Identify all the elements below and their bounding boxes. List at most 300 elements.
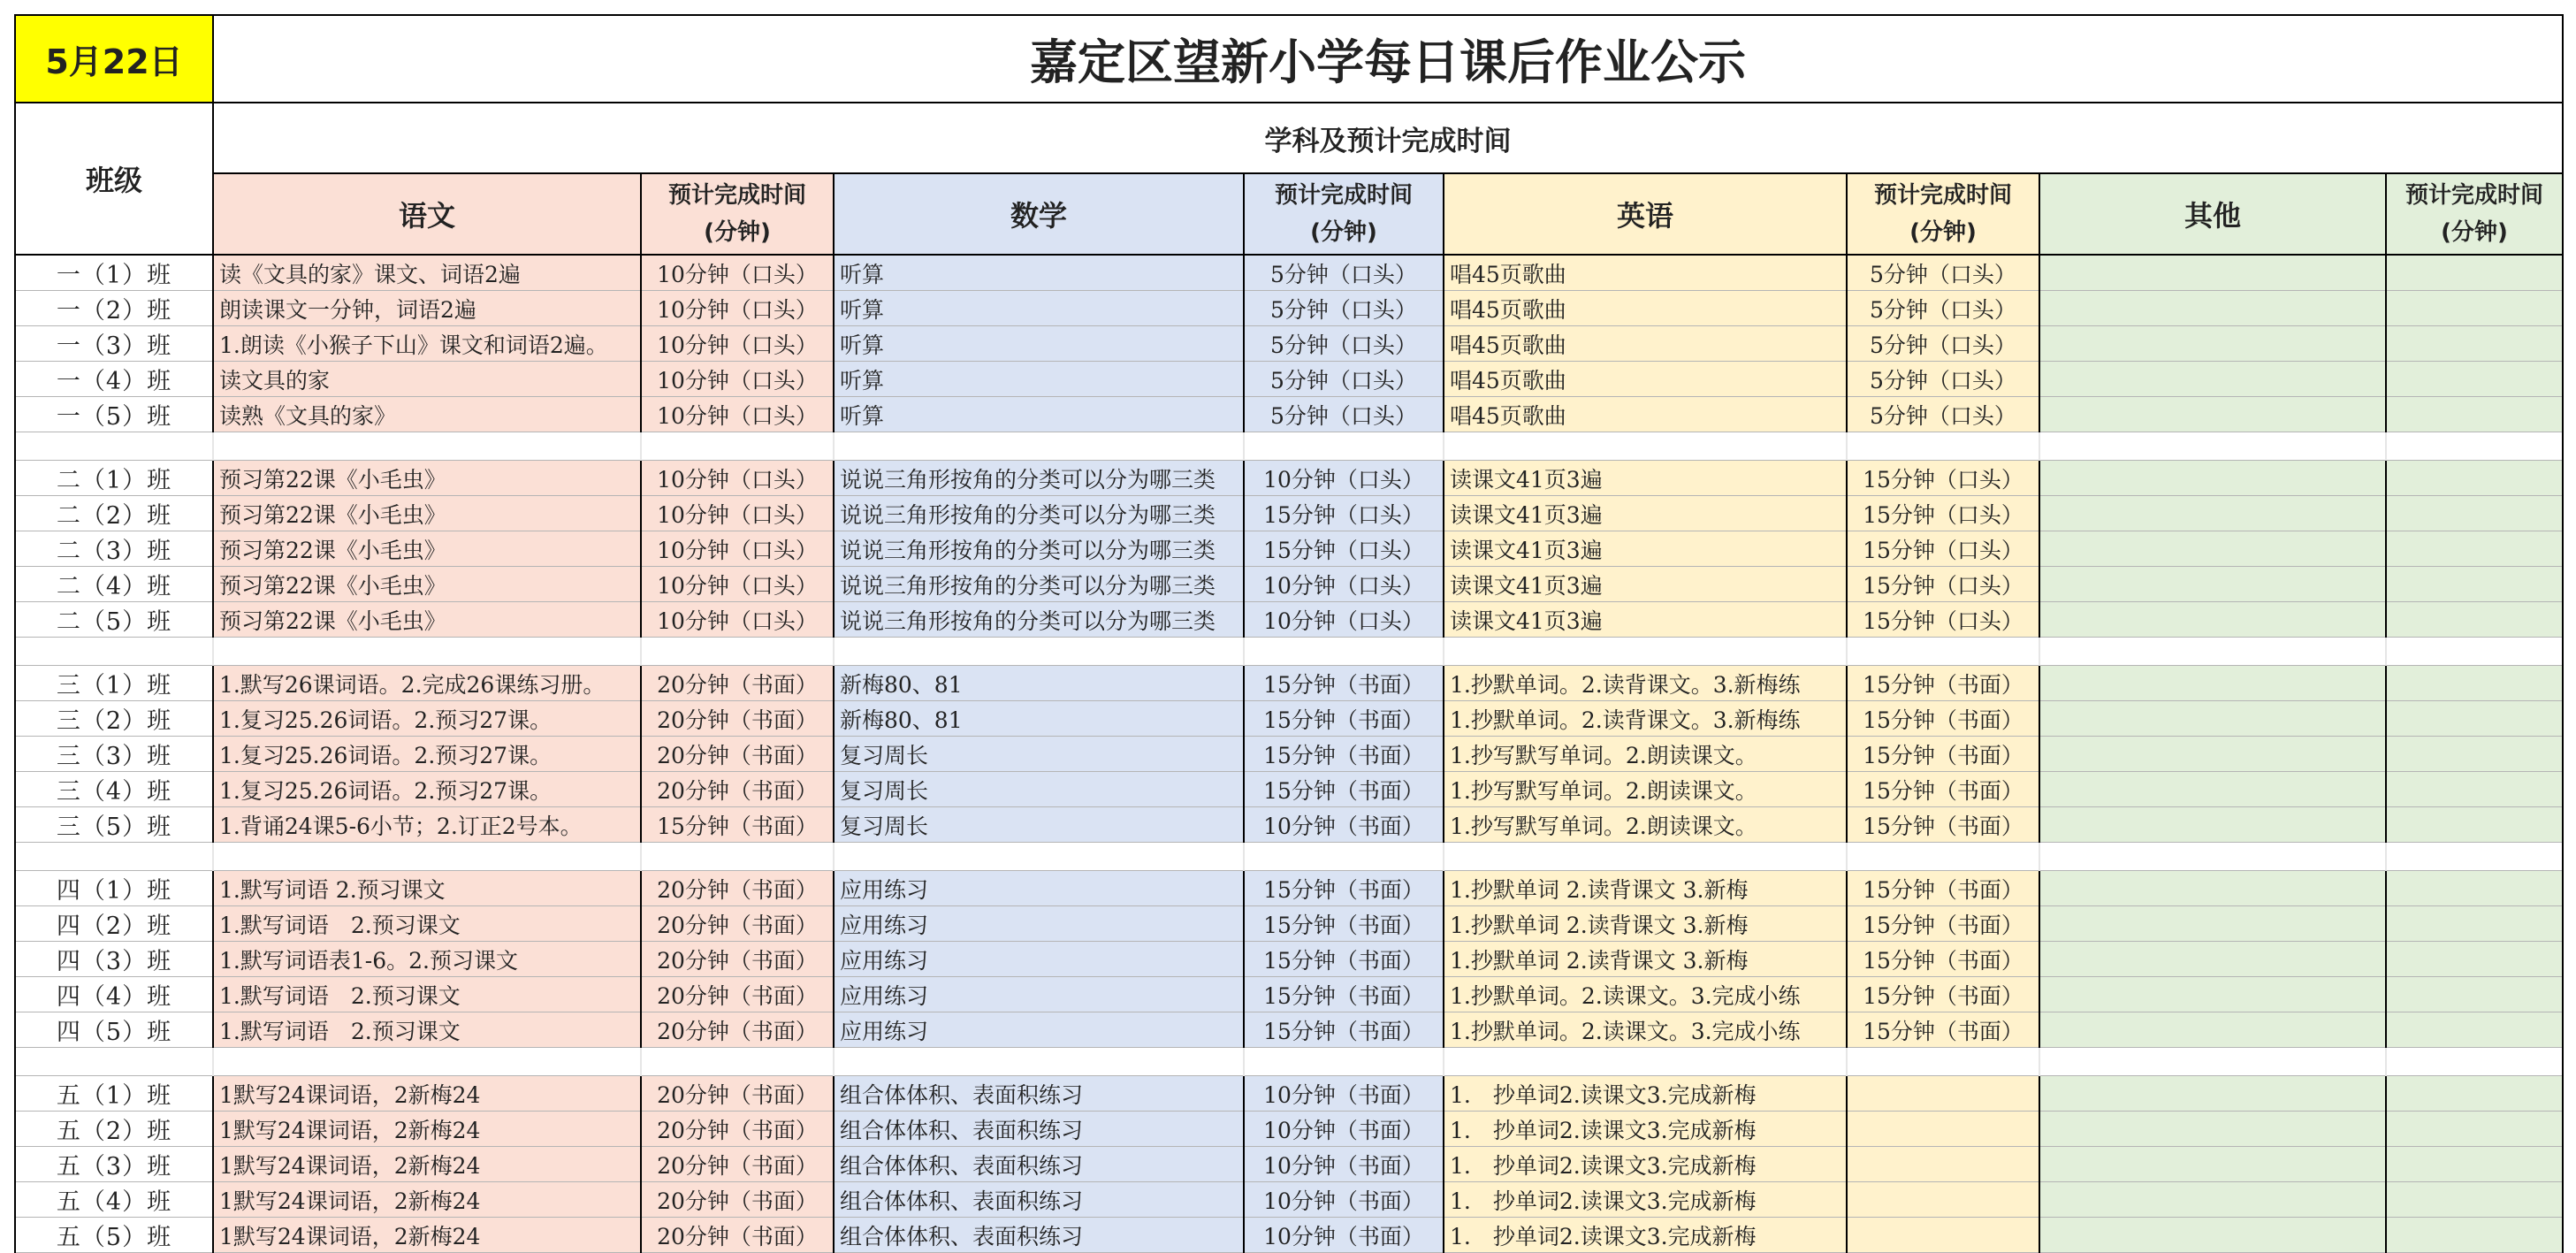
math-cell: 组合体体积、表面积练习 [834, 1076, 1244, 1112]
math-time-cell: 15分钟（书面） [1244, 1012, 1444, 1048]
math-cell: 复习周长 [834, 772, 1244, 807]
math-header: 数学 [834, 173, 1244, 255]
chinese-time-cell: 10分钟（口头） [641, 531, 834, 567]
other-time-cell [2386, 326, 2563, 362]
math-time-cell: 15分钟（书面） [1244, 906, 1444, 942]
english-cell: 读课文41页3遍 [1444, 461, 1847, 496]
grade-spacer-row [15, 843, 2563, 871]
class-cell: 五（2）班 [15, 1112, 213, 1147]
other-cell [2039, 567, 2386, 602]
chinese-time-cell: 10分钟（口头） [641, 496, 834, 531]
table-row [15, 772, 2563, 807]
math-cell: 应用练习 [834, 906, 1244, 942]
chinese-cell: 1默写24课词语，2新梅24 [213, 1182, 641, 1218]
class-cell: 一（2）班 [15, 291, 213, 326]
spacer-cell [1847, 843, 2039, 871]
other-cell [2039, 1218, 2386, 1253]
english-time-cell: 15分钟（书面） [1847, 737, 2039, 772]
table-row [15, 531, 2563, 567]
math-cell: 复习周长 [834, 737, 1244, 772]
english-cell: 1. 抄单词2.读课文3.完成新梅 [1444, 1112, 1847, 1147]
other-time-cell [2386, 461, 2563, 496]
chinese-time-cell: 20分钟（书面） [641, 871, 834, 906]
homework-rows [15, 255, 2563, 1253]
chinese-cell: 预习第22课《小毛虫》 [213, 461, 641, 496]
table-row [15, 737, 2563, 772]
english-time-cell: 15分钟（书面） [1847, 772, 2039, 807]
other-cell [2039, 1112, 2386, 1147]
math-cell: 应用练习 [834, 871, 1244, 906]
math-time-cell: 15分钟（口头） [1244, 531, 1444, 567]
english-cell: 读课文41页3遍 [1444, 602, 1847, 638]
other-cell [2039, 397, 2386, 432]
other-cell [2039, 496, 2386, 531]
other-time-cell [2386, 362, 2563, 397]
chinese-time-cell: 20分钟（书面） [641, 737, 834, 772]
chinese-cell: 1.默写词语 2.预习课文 [213, 871, 641, 906]
spacer-cell [834, 1048, 1244, 1076]
english-time-cell: 15分钟（书面） [1847, 1012, 2039, 1048]
other-time-cell [2386, 807, 2563, 843]
chinese-time-cell: 20分钟（书面） [641, 906, 834, 942]
table-row [15, 291, 2563, 326]
english-cell: 唱45页歌曲 [1444, 326, 1847, 362]
other-time-cell [2386, 701, 2563, 737]
chinese-cell: 1.默写26课词语。2.完成26课练习册。 [213, 666, 641, 701]
spacer-cell [213, 432, 641, 461]
table-row [15, 362, 2563, 397]
chinese-cell: 1.默写词语表1-6。2.预习课文 [213, 942, 641, 977]
class-cell: 三（4）班 [15, 772, 213, 807]
english-cell: 1. 抄单词2.读课文3.完成新梅 [1444, 1147, 1847, 1182]
math-cell: 应用练习 [834, 1012, 1244, 1048]
math-cell: 新梅80、81 [834, 666, 1244, 701]
math-cell: 组合体体积、表面积练习 [834, 1182, 1244, 1218]
english-time-cell: 15分钟（书面） [1847, 807, 2039, 843]
class-cell: 二（2）班 [15, 496, 213, 531]
chinese-time-cell: 10分钟（口头） [641, 326, 834, 362]
other-time-cell [2386, 1147, 2563, 1182]
math-time-cell: 15分钟（书面） [1244, 737, 1444, 772]
english-time-cell [1847, 1218, 2039, 1253]
chinese-time-cell: 20分钟（书面） [641, 701, 834, 737]
other-cell [2039, 942, 2386, 977]
other-cell [2039, 666, 2386, 701]
table-row [15, 326, 2563, 362]
english-cell: 1.抄默单词。2.读课文。3.完成小练 [1444, 1012, 1847, 1048]
chinese-time-cell: 10分钟（口头） [641, 461, 834, 496]
english-time-cell: 5分钟（口头） [1847, 397, 2039, 432]
grade-spacer-row [15, 638, 2563, 666]
other-cell [2039, 1147, 2386, 1182]
table-row [15, 807, 2563, 843]
spacer-cell [641, 843, 834, 871]
math-time-cell: 10分钟（书面） [1244, 1147, 1444, 1182]
other-cell [2039, 531, 2386, 567]
spacer-cell [2039, 843, 2386, 871]
chinese-time-cell: 10分钟（口头） [641, 362, 834, 397]
other-time-cell [2386, 871, 2563, 906]
english-cell: 1.抄默单词。2.读背课文。3.新梅练 [1444, 666, 1847, 701]
math-time-cell: 15分钟（书面） [1244, 977, 1444, 1012]
english-time-cell: 5分钟（口头） [1847, 291, 2039, 326]
math-time-cell: 15分钟（书面） [1244, 942, 1444, 977]
spacer-cell [1244, 1048, 1444, 1076]
spacer-cell [1444, 1048, 1847, 1076]
chinese-time-cell: 20分钟（书面） [641, 1147, 834, 1182]
other-time-cell [2386, 772, 2563, 807]
time-header-line2: (分钟) [1310, 219, 1377, 246]
english-time-cell: 15分钟（口头） [1847, 496, 2039, 531]
english-time-header [1847, 173, 2039, 255]
subject-group-header: 学科及预计完成时间 [213, 103, 2563, 173]
table-row [15, 496, 2563, 531]
chinese-cell: 预习第22课《小毛虫》 [213, 496, 641, 531]
english-time-cell: 15分钟（口头） [1847, 461, 2039, 496]
other-cell [2039, 977, 2386, 1012]
english-cell: 1.抄默单词 2.读背课文 3.新梅 [1444, 942, 1847, 977]
math-time-cell: 15分钟（书面） [1244, 871, 1444, 906]
other-cell [2039, 326, 2386, 362]
other-time-cell [2386, 397, 2563, 432]
math-time-cell: 5分钟（口头） [1244, 326, 1444, 362]
math-time-cell: 5分钟（口头） [1244, 397, 1444, 432]
other-cell [2039, 906, 2386, 942]
table-row [15, 602, 2563, 638]
table-row [15, 977, 2563, 1012]
table-row [15, 1147, 2563, 1182]
math-cell: 听算 [834, 291, 1244, 326]
english-cell: 1.抄默单词。2.读课文。3.完成小练 [1444, 977, 1847, 1012]
spacer-cell [15, 638, 213, 666]
class-cell: 四（1）班 [15, 871, 213, 906]
spacer-cell [2386, 638, 2563, 666]
math-cell: 应用练习 [834, 942, 1244, 977]
chinese-cell: 读文具的家 [213, 362, 641, 397]
time-header-line2: (分钟) [704, 219, 771, 246]
other-time-cell [2386, 255, 2563, 291]
chinese-cell: 1.默写词语 2.预习课文 [213, 906, 641, 942]
math-time-cell: 10分钟（书面） [1244, 1182, 1444, 1218]
time-header-line1: 预计完成时间 [2405, 182, 2543, 209]
other-time-cell [2386, 737, 2563, 772]
spacer-cell [1244, 638, 1444, 666]
table-row [15, 942, 2563, 977]
english-cell: 1.抄默单词。2.读背课文。3.新梅练 [1444, 701, 1847, 737]
chinese-time-cell: 20分钟（书面） [641, 1012, 834, 1048]
math-time-cell: 15分钟（书面） [1244, 701, 1444, 737]
math-time-cell: 5分钟（口头） [1244, 362, 1444, 397]
english-time-cell: 15分钟（书面） [1847, 942, 2039, 977]
class-cell: 四（3）班 [15, 942, 213, 977]
other-cell [2039, 362, 2386, 397]
math-cell: 组合体体积、表面积练习 [834, 1112, 1244, 1147]
other-cell [2039, 602, 2386, 638]
class-cell: 五（3）班 [15, 1147, 213, 1182]
class-cell: 二（5）班 [15, 602, 213, 638]
other-time-cell [2386, 942, 2563, 977]
math-time-cell: 5分钟（口头） [1244, 255, 1444, 291]
grade-spacer-row [15, 1048, 2563, 1076]
class-column-header: 班级 [15, 103, 213, 255]
english-cell: 唱45页歌曲 [1444, 362, 1847, 397]
table-row [15, 567, 2563, 602]
grade-spacer-row [15, 432, 2563, 461]
math-time-cell: 10分钟（口头） [1244, 602, 1444, 638]
chinese-time-cell: 15分钟（书面） [641, 807, 834, 843]
class-cell: 五（4）班 [15, 1182, 213, 1218]
english-time-cell: 15分钟（书面） [1847, 666, 2039, 701]
chinese-time-cell: 10分钟（口头） [641, 602, 834, 638]
math-time-cell: 10分钟（书面） [1244, 1218, 1444, 1253]
math-cell: 说说三角形按角的分类可以分为哪三类 [834, 567, 1244, 602]
class-cell: 二（1）班 [15, 461, 213, 496]
chinese-cell: 读《文具的家》课文、词语2遍 [213, 255, 641, 291]
math-time-cell: 10分钟（书面） [1244, 1076, 1444, 1112]
other-cell [2039, 255, 2386, 291]
table-row [15, 461, 2563, 496]
spacer-cell [15, 1048, 213, 1076]
table-row [15, 1112, 2563, 1147]
table-row [15, 871, 2563, 906]
chinese-cell: 1.朗读《小猴子下山》课文和词语2遍。 [213, 326, 641, 362]
spacer-cell [2039, 638, 2386, 666]
table-row [15, 1182, 2563, 1218]
chinese-cell: 1默写24课词语，2新梅24 [213, 1076, 641, 1112]
english-cell: 唱45页歌曲 [1444, 255, 1847, 291]
english-cell: 1. 抄单词2.读课文3.完成新梅 [1444, 1182, 1847, 1218]
class-cell: 二（4）班 [15, 567, 213, 602]
chinese-cell: 1.背诵24课5-6小节；2.订正2号本。 [213, 807, 641, 843]
class-cell: 一（5）班 [15, 397, 213, 432]
class-cell: 五（1）班 [15, 1076, 213, 1112]
math-time-cell: 10分钟（书面） [1244, 1112, 1444, 1147]
chinese-cell: 1默写24课词语，2新梅24 [213, 1112, 641, 1147]
time-header-line1: 预计完成时间 [1873, 182, 2012, 209]
other-cell [2039, 461, 2386, 496]
other-cell [2039, 701, 2386, 737]
math-cell: 说说三角形按角的分类可以分为哪三类 [834, 461, 1244, 496]
english-time-cell [1847, 1147, 2039, 1182]
class-cell: 五（5）班 [15, 1218, 213, 1253]
math-time-header [1244, 173, 1444, 255]
spacer-cell [2386, 432, 2563, 461]
table-row [15, 397, 2563, 432]
table-row [15, 666, 2563, 701]
other-cell [2039, 1012, 2386, 1048]
chinese-cell: 1.默写词语 2.预习课文 [213, 1012, 641, 1048]
spacer-cell [213, 1048, 641, 1076]
math-time-cell: 15分钟（书面） [1244, 666, 1444, 701]
other-cell [2039, 291, 2386, 326]
spacer-cell [641, 638, 834, 666]
other-time-cell [2386, 666, 2563, 701]
class-cell: 一（3）班 [15, 326, 213, 362]
chinese-header: 语文 [213, 173, 641, 255]
class-cell: 二（3）班 [15, 531, 213, 567]
other-cell [2039, 737, 2386, 772]
english-cell: 读课文41页3遍 [1444, 531, 1847, 567]
math-time-cell: 15分钟（口头） [1244, 496, 1444, 531]
other-time-cell [2386, 291, 2563, 326]
class-cell: 一（4）班 [15, 362, 213, 397]
chinese-cell: 1默写24课词语，2新梅24 [213, 1147, 641, 1182]
math-cell: 说说三角形按角的分类可以分为哪三类 [834, 602, 1244, 638]
chinese-cell: 朗读课文一分钟，词语2遍 [213, 291, 641, 326]
english-time-cell: 15分钟（口头） [1847, 531, 2039, 567]
class-cell: 四（4）班 [15, 977, 213, 1012]
english-time-cell: 15分钟（书面） [1847, 871, 2039, 906]
spacer-cell [1847, 1048, 2039, 1076]
spacer-cell [1444, 843, 1847, 871]
class-cell: 三（5）班 [15, 807, 213, 843]
math-cell: 听算 [834, 326, 1244, 362]
chinese-cell: 预习第22课《小毛虫》 [213, 531, 641, 567]
spacer-cell [1244, 432, 1444, 461]
class-cell: 一（1）班 [15, 255, 213, 291]
chinese-time-cell: 20分钟（书面） [641, 1112, 834, 1147]
chinese-cell: 1.复习25.26词语。2.预习27课。 [213, 737, 641, 772]
chinese-time-cell: 20分钟（书面） [641, 977, 834, 1012]
chinese-time-header [641, 173, 834, 255]
english-cell: 1.抄写默写单词。2.朗读课文。 [1444, 807, 1847, 843]
chinese-time-cell: 20分钟（书面） [641, 1182, 834, 1218]
spacer-cell [1444, 432, 1847, 461]
other-cell [2039, 807, 2386, 843]
english-cell: 唱45页歌曲 [1444, 291, 1847, 326]
spacer-cell [213, 843, 641, 871]
math-time-cell: 10分钟（口头） [1244, 461, 1444, 496]
math-time-cell: 15分钟（书面） [1244, 772, 1444, 807]
table-row [15, 701, 2563, 737]
chinese-cell: 预习第22课《小毛虫》 [213, 567, 641, 602]
math-cell: 听算 [834, 397, 1244, 432]
chinese-time-cell: 10分钟（口头） [641, 397, 834, 432]
table-row [15, 1218, 2563, 1253]
math-cell: 组合体体积、表面积练习 [834, 1218, 1244, 1253]
chinese-time-cell: 20分钟（书面） [641, 942, 834, 977]
class-cell: 四（5）班 [15, 1012, 213, 1048]
chinese-cell: 1.复习25.26词语。2.预习27课。 [213, 772, 641, 807]
math-time-cell: 10分钟（口头） [1244, 567, 1444, 602]
spacer-cell [641, 1048, 834, 1076]
other-cell [2039, 871, 2386, 906]
class-cell: 三（2）班 [15, 701, 213, 737]
spacer-cell [15, 432, 213, 461]
chinese-time-cell: 10分钟（口头） [641, 291, 834, 326]
english-cell: 1.抄默单词 2.读背课文 3.新梅 [1444, 871, 1847, 906]
english-time-cell: 15分钟（口头） [1847, 602, 2039, 638]
english-cell: 1.抄写默写单词。2.朗读课文。 [1444, 772, 1847, 807]
math-cell: 听算 [834, 255, 1244, 291]
english-cell: 唱45页歌曲 [1444, 397, 1847, 432]
math-cell: 听算 [834, 362, 1244, 397]
other-cell [2039, 1076, 2386, 1112]
spacer-cell [641, 432, 834, 461]
chinese-time-cell: 20分钟（书面） [641, 772, 834, 807]
spacer-cell [213, 638, 641, 666]
english-time-cell: 15分钟（书面） [1847, 701, 2039, 737]
spacer-cell [834, 638, 1244, 666]
english-cell: 1. 抄单词2.读课文3.完成新梅 [1444, 1218, 1847, 1253]
math-time-cell: 5分钟（口头） [1244, 291, 1444, 326]
english-time-cell [1847, 1076, 2039, 1112]
table-row [15, 1012, 2563, 1048]
math-cell: 说说三角形按角的分类可以分为哪三类 [834, 496, 1244, 531]
chinese-cell: 预习第22课《小毛虫》 [213, 602, 641, 638]
spacer-cell [2039, 1048, 2386, 1076]
page-title: 嘉定区望新小学每日课后作业公示 [213, 15, 2563, 103]
other-cell [2039, 772, 2386, 807]
other-time-cell [2386, 1012, 2563, 1048]
math-time-cell: 10分钟（书面） [1244, 807, 1444, 843]
other-time-cell [2386, 602, 2563, 638]
other-time-cell [2386, 906, 2563, 942]
math-cell: 复习周长 [834, 807, 1244, 843]
class-cell: 四（2）班 [15, 906, 213, 942]
math-cell: 说说三角形按角的分类可以分为哪三类 [834, 531, 1244, 567]
chinese-time-cell: 20分钟（书面） [641, 666, 834, 701]
spacer-cell [834, 432, 1244, 461]
chinese-cell: 1.默写词语 2.预习课文 [213, 977, 641, 1012]
english-cell: 1.抄默单词 2.读背课文 3.新梅 [1444, 906, 1847, 942]
english-cell: 读课文41页3遍 [1444, 496, 1847, 531]
other-time-cell [2386, 1182, 2563, 1218]
math-cell: 组合体体积、表面积练习 [834, 1147, 1244, 1182]
chinese-cell: 1默写24课词语，2新梅24 [213, 1218, 641, 1253]
table-row [15, 255, 2563, 291]
time-header-line2: (分钟) [2441, 219, 2508, 246]
spacer-cell [1444, 638, 1847, 666]
english-time-cell [1847, 1182, 2039, 1218]
table-row [15, 906, 2563, 942]
table-row [15, 1076, 2563, 1112]
english-time-cell [1847, 1112, 2039, 1147]
math-cell: 应用练习 [834, 977, 1244, 1012]
other-time-cell [2386, 977, 2563, 1012]
homework-table [14, 14, 2564, 1253]
english-cell: 1.抄写默写单词。2.朗读课文。 [1444, 737, 1847, 772]
spacer-cell [2386, 843, 2563, 871]
math-cell: 新梅80、81 [834, 701, 1244, 737]
time-header-line2: (分钟) [1909, 219, 1977, 246]
chinese-cell: 读熟《文具的家》 [213, 397, 641, 432]
other-time-cell [2386, 1076, 2563, 1112]
english-cell: 1. 抄单词2.读课文3.完成新梅 [1444, 1076, 1847, 1112]
other-time-cell [2386, 496, 2563, 531]
english-header: 英语 [1444, 173, 1847, 255]
chinese-time-cell: 10分钟（口头） [641, 567, 834, 602]
spacer-cell [1847, 638, 2039, 666]
spacer-cell [1244, 843, 1444, 871]
other-time-cell [2386, 1218, 2563, 1253]
class-cell: 三（1）班 [15, 666, 213, 701]
spacer-cell [15, 843, 213, 871]
english-time-cell: 5分钟（口头） [1847, 362, 2039, 397]
other-time-header [2386, 173, 2563, 255]
time-header-line1: 预计完成时间 [1274, 182, 1413, 209]
english-time-cell: 15分钟（书面） [1847, 906, 2039, 942]
english-cell: 读课文41页3遍 [1444, 567, 1847, 602]
spacer-cell [2039, 432, 2386, 461]
spacer-cell [1847, 432, 2039, 461]
other-time-cell [2386, 567, 2563, 602]
english-time-cell: 5分钟（口头） [1847, 326, 2039, 362]
other-cell [2039, 1182, 2386, 1218]
other-time-cell [2386, 1112, 2563, 1147]
other-time-cell [2386, 531, 2563, 567]
other-header: 其他 [2039, 173, 2386, 255]
